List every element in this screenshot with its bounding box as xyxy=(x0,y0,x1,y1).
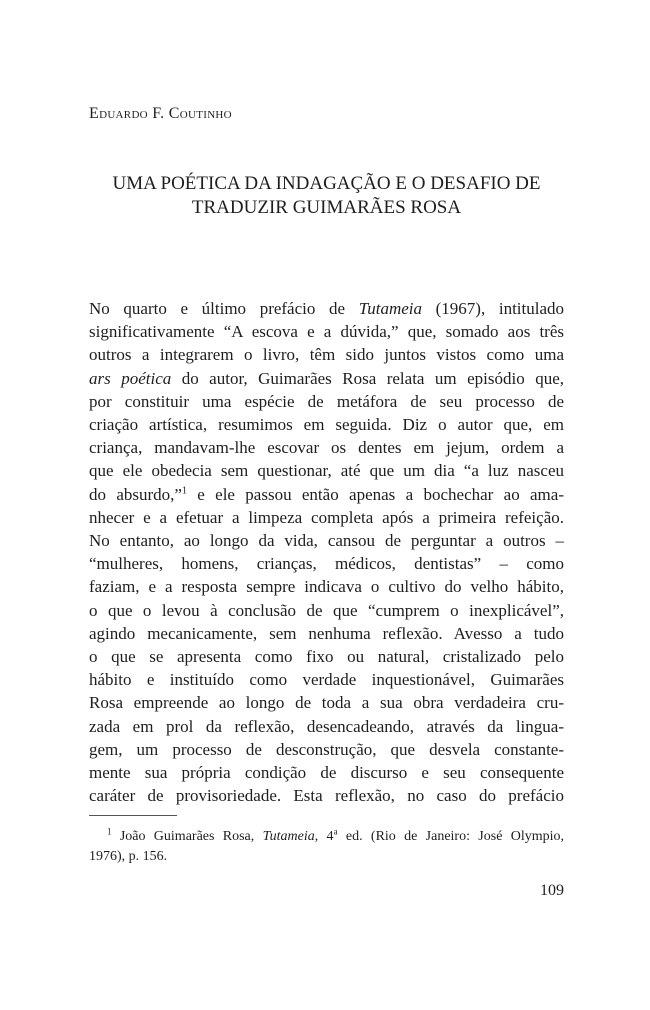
body-line: que ele obedecia sem questionar, até que um dia “a luz nasceu xyxy=(89,461,564,481)
body-text-run: do autor, Guimarães Rosa relata um episódio que, xyxy=(171,368,564,388)
footnote-text-run: ed. (Rio de Janeiro: José Olympio, xyxy=(337,829,565,844)
body-line: gem, um processo de desconstrução, que desvela constante- xyxy=(89,739,564,759)
body-line: agindo mecanicamente, sem nenhuma reflexão. Avesso a tudo xyxy=(89,623,564,643)
body-line: o que o levou à conclusão de que “cumprem o inexplicável”, xyxy=(89,600,564,620)
article-title xyxy=(89,172,564,220)
footnote-book-title: Tutameia xyxy=(262,829,315,844)
footnote-marker: 1 xyxy=(107,826,112,837)
body-line: faziam, e a resposta sempre indicava o cultivo do velho hábito, xyxy=(89,577,564,597)
body-line: hábito e instituído como verdade inquestionável, Guimarães xyxy=(89,670,564,690)
page-number: 109 xyxy=(540,882,564,899)
body-line xyxy=(89,483,564,506)
book-title-italic: Tutameia xyxy=(358,299,422,318)
body-line: nhecer e a efetuar a limpeza completa após a primeira refeição. xyxy=(89,507,564,527)
edition-ordinal: a xyxy=(333,826,338,837)
footnote-text-run: João Guimarães Rosa, xyxy=(119,829,263,844)
body-line xyxy=(89,297,564,320)
title-line: UMA POÉTICA DA INDAGAÇÃO E O DESAFIO DE xyxy=(112,173,541,194)
latin-term-italic: ars poética xyxy=(89,368,172,388)
body-line: caráter de provisoriedade. Esta reflexão, no caso do prefácio xyxy=(89,786,564,806)
footnote-line xyxy=(89,827,564,847)
footnote-line: 1976), p. 156. xyxy=(89,849,168,864)
body-line: mente sua própria condição de discurso e seu consequente xyxy=(89,763,564,783)
body-paragraph xyxy=(89,297,564,807)
body-line: o que se apresenta como fixo ou natural, cristalizado pelo xyxy=(89,647,564,667)
body-line: No entanto, ao longo da vida, cansou de perguntar a outros – xyxy=(89,531,564,551)
running-head-author: Eduardo F. Coutinho xyxy=(89,105,232,122)
body-line: zada em prol da reflexão, desencadeando, através da lingua- xyxy=(89,716,564,736)
footnote xyxy=(89,827,564,867)
body-text-run: (1967), intitulado xyxy=(422,299,565,318)
body-text-run: No quarto e último prefácio de xyxy=(89,299,359,318)
body-line: por constituir uma espécie de metáfora de seu processo de xyxy=(89,391,564,411)
body-line: significativamente “A escova e a dúvida,” que, somado aos três xyxy=(89,322,564,342)
body-line: criação artística, resumimos em seguida. Diz o autor que, em xyxy=(89,415,564,435)
title-line: TRADUZIR GUIMARÃES ROSA xyxy=(191,197,462,218)
body-text-run: e ele passou então apenas a bochechar ao ama- xyxy=(186,484,564,504)
footnote-divider xyxy=(89,815,177,816)
body-line: criança, mandavam-lhe escovar os dentes em jejum, ordem a xyxy=(89,438,564,458)
body-line: outros a integrarem o livro, têm sido juntos vistos como uma xyxy=(89,345,564,365)
footnote-text-run: , 4 xyxy=(314,829,334,844)
body-line: “mulheres, homens, crianças, médicos, dentistas” – como xyxy=(89,554,564,574)
body-line: Rosa empreende ao longo de toda a sua obra verdadeira cru- xyxy=(89,693,564,713)
body-text-run: do absurdo,” xyxy=(89,484,182,504)
footnote-reference[interactable]: 1 xyxy=(181,484,187,496)
body-line xyxy=(89,367,564,390)
